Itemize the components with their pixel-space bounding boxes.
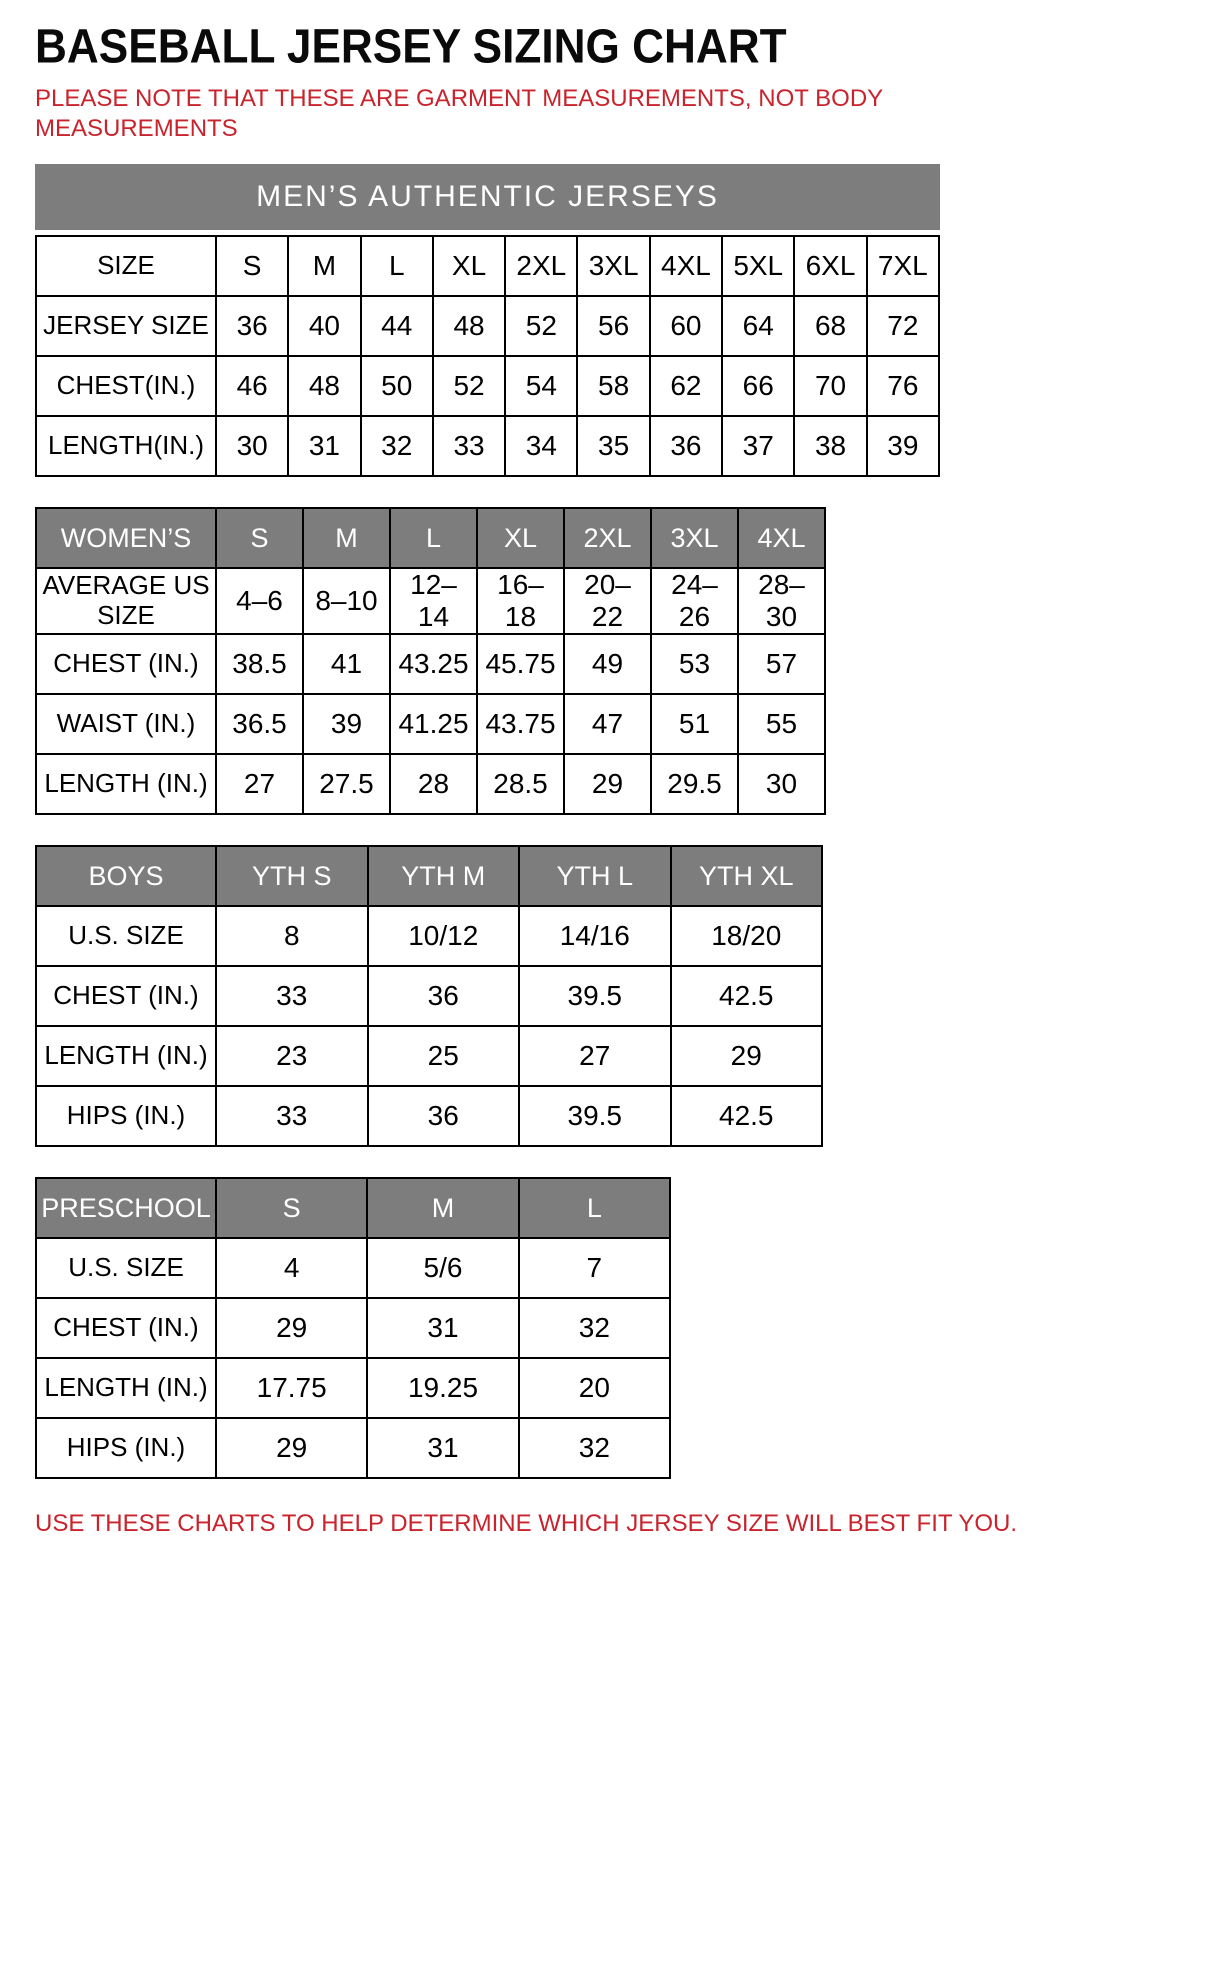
size-value: 43.75 (477, 694, 564, 754)
size-value: 36.5 (216, 694, 303, 754)
preschool-sizing-table (35, 1177, 671, 1479)
header-row (36, 1178, 670, 1238)
column-header: YTH XL (671, 846, 823, 906)
size-value: 42.5 (671, 1086, 823, 1146)
size-value: 39.5 (519, 1086, 671, 1146)
table-row (36, 416, 939, 476)
size-value: S (216, 236, 288, 296)
size-value: 5/6 (367, 1238, 518, 1298)
size-value: 33 (216, 966, 368, 1026)
table-row (36, 634, 825, 694)
fit-advice-note: USE THESE CHARTS TO HELP DETERMINE WHICH JERSEY SIZE WILL BEST FIT YOU. (35, 1510, 1018, 1537)
row-label: CHEST (IN.) (36, 634, 216, 694)
size-value: 60 (650, 296, 722, 356)
table-row (36, 754, 825, 814)
size-value: 30 (738, 754, 825, 814)
size-value: 49 (564, 634, 651, 694)
size-value: 34 (505, 416, 577, 476)
column-header: M (367, 1178, 518, 1238)
size-value: 70 (794, 356, 866, 416)
column-header: YTH S (216, 846, 368, 906)
row-label: U.S. SIZE (36, 906, 216, 966)
mens-sizing-table (35, 235, 940, 477)
size-value: 30 (216, 416, 288, 476)
mens-table-banner: MEN’S AUTHENTIC JERSEYS (35, 164, 940, 230)
table-row (36, 1418, 670, 1478)
size-value: 39 (303, 694, 390, 754)
mens-section (35, 164, 1185, 477)
size-value: 28 (390, 754, 477, 814)
column-header: S (216, 508, 303, 568)
column-header: YTH L (519, 846, 671, 906)
size-value: 12–14 (390, 568, 477, 634)
size-value: 50 (361, 356, 433, 416)
table-row (36, 1026, 822, 1086)
size-value: 72 (867, 296, 939, 356)
row-label: LENGTH(IN.) (36, 416, 216, 476)
size-value: 47 (564, 694, 651, 754)
size-value: 3XL (577, 236, 649, 296)
size-value: 4XL (650, 236, 722, 296)
column-header: 2XL (564, 508, 651, 568)
size-value: 29.5 (651, 754, 738, 814)
size-value: 52 (505, 296, 577, 356)
size-value: 33 (433, 416, 505, 476)
header-row (36, 846, 822, 906)
size-value: 32 (361, 416, 433, 476)
row-label: CHEST(IN.) (36, 356, 216, 416)
size-value: 6XL (794, 236, 866, 296)
size-value: 52 (433, 356, 505, 416)
size-value: 4 (216, 1238, 367, 1298)
row-label: CHEST (IN.) (36, 1298, 216, 1358)
table-row (36, 1086, 822, 1146)
size-value: 36 (650, 416, 722, 476)
row-label: LENGTH (IN.) (36, 754, 216, 814)
row-label: LENGTH (IN.) (36, 1026, 216, 1086)
size-value: 32 (519, 1298, 670, 1358)
table-title-cell: WOMEN’S (36, 508, 216, 568)
boys-section (35, 845, 1185, 1147)
size-value: XL (433, 236, 505, 296)
size-value: 7XL (867, 236, 939, 296)
size-value: 7 (519, 1238, 670, 1298)
column-header: S (216, 1178, 367, 1238)
row-label: WAIST (IN.) (36, 694, 216, 754)
size-value: 37 (722, 416, 794, 476)
table-title-cell: BOYS (36, 846, 216, 906)
size-value: 55 (738, 694, 825, 754)
womens-sizing-table (35, 507, 826, 815)
size-value: 10/12 (368, 906, 520, 966)
size-value: 5XL (722, 236, 794, 296)
table-row (36, 568, 825, 634)
garment-measurement-note: PLEASE NOTE THAT THESE ARE GARMENT MEASUREMENTS, NOT BODY MEASUREMENTS (35, 85, 883, 142)
column-header: L (390, 508, 477, 568)
table-row (36, 356, 939, 416)
womens-section (35, 507, 1185, 815)
table-row (36, 906, 822, 966)
row-label: U.S. SIZE (36, 1238, 216, 1298)
table-title-cell: PRESCHOOL (36, 1178, 216, 1238)
size-value: 48 (288, 356, 360, 416)
size-value: 29 (564, 754, 651, 814)
size-value: 33 (216, 1086, 368, 1146)
size-value: 16–18 (477, 568, 564, 634)
size-value: 36 (368, 966, 520, 1026)
size-value: 41.25 (390, 694, 477, 754)
size-value: 44 (361, 296, 433, 356)
size-value: 66 (722, 356, 794, 416)
size-value: 48 (433, 296, 505, 356)
size-value: 31 (367, 1298, 518, 1358)
size-value: 58 (577, 356, 649, 416)
row-label: SIZE (36, 236, 216, 296)
size-value: 20 (519, 1358, 670, 1418)
size-value: 51 (651, 694, 738, 754)
size-value: 8 (216, 906, 368, 966)
size-value: 14/16 (519, 906, 671, 966)
size-value: 38.5 (216, 634, 303, 694)
size-value: 28–30 (738, 568, 825, 634)
size-value: 45.75 (477, 634, 564, 694)
size-value: 28.5 (477, 754, 564, 814)
size-value: 31 (367, 1418, 518, 1478)
table-row (36, 1358, 670, 1418)
boys-sizing-table (35, 845, 823, 1147)
size-value: 8–10 (303, 568, 390, 634)
column-header: L (519, 1178, 670, 1238)
header-row (36, 508, 825, 568)
size-value: 36 (368, 1086, 520, 1146)
row-label: LENGTH (IN.) (36, 1358, 216, 1418)
size-value: 24–26 (651, 568, 738, 634)
column-header: YTH M (368, 846, 520, 906)
table-row (36, 694, 825, 754)
size-value: 42.5 (671, 966, 823, 1026)
column-header: M (303, 508, 390, 568)
size-value: 46 (216, 356, 288, 416)
size-value: 27 (216, 754, 303, 814)
size-value: 62 (650, 356, 722, 416)
size-value: 32 (519, 1418, 670, 1478)
size-value: M (288, 236, 360, 296)
size-value: 2XL (505, 236, 577, 296)
size-value: 40 (288, 296, 360, 356)
row-label: HIPS (IN.) (36, 1418, 216, 1478)
row-label: HIPS (IN.) (36, 1086, 216, 1146)
size-value: 38 (794, 416, 866, 476)
size-value: 4–6 (216, 568, 303, 634)
size-value: 23 (216, 1026, 368, 1086)
size-value: 17.75 (216, 1358, 367, 1418)
size-value: 64 (722, 296, 794, 356)
size-value: 57 (738, 634, 825, 694)
size-value: 27.5 (303, 754, 390, 814)
size-value: 29 (216, 1418, 367, 1478)
preschool-section (35, 1177, 1185, 1479)
size-value: 25 (368, 1026, 520, 1086)
size-value: 41 (303, 634, 390, 694)
size-value: 29 (671, 1026, 823, 1086)
table-row (36, 1238, 670, 1298)
table-row (36, 236, 939, 296)
table-row (36, 966, 822, 1026)
size-value: L (361, 236, 433, 296)
size-value: 18/20 (671, 906, 823, 966)
size-value: 29 (216, 1298, 367, 1358)
size-value: 20–22 (564, 568, 651, 634)
row-label: AVERAGE US SIZE (36, 568, 216, 634)
size-value: 54 (505, 356, 577, 416)
row-label: JERSEY SIZE (36, 296, 216, 356)
size-value: 56 (577, 296, 649, 356)
size-value: 68 (794, 296, 866, 356)
table-row (36, 1298, 670, 1358)
size-value: 35 (577, 416, 649, 476)
size-value: 43.25 (390, 634, 477, 694)
row-label: CHEST (IN.) (36, 966, 216, 1026)
size-value: 36 (216, 296, 288, 356)
size-value: 27 (519, 1026, 671, 1086)
size-value: 31 (288, 416, 360, 476)
page-title: BASEBALL JERSEY SIZING CHART (35, 19, 787, 74)
size-value: 53 (651, 634, 738, 694)
size-value: 39.5 (519, 966, 671, 1026)
table-row (36, 296, 939, 356)
size-value: 39 (867, 416, 939, 476)
column-header: XL (477, 508, 564, 568)
column-header: 3XL (651, 508, 738, 568)
column-header: 4XL (738, 508, 825, 568)
size-value: 19.25 (367, 1358, 518, 1418)
size-value: 76 (867, 356, 939, 416)
